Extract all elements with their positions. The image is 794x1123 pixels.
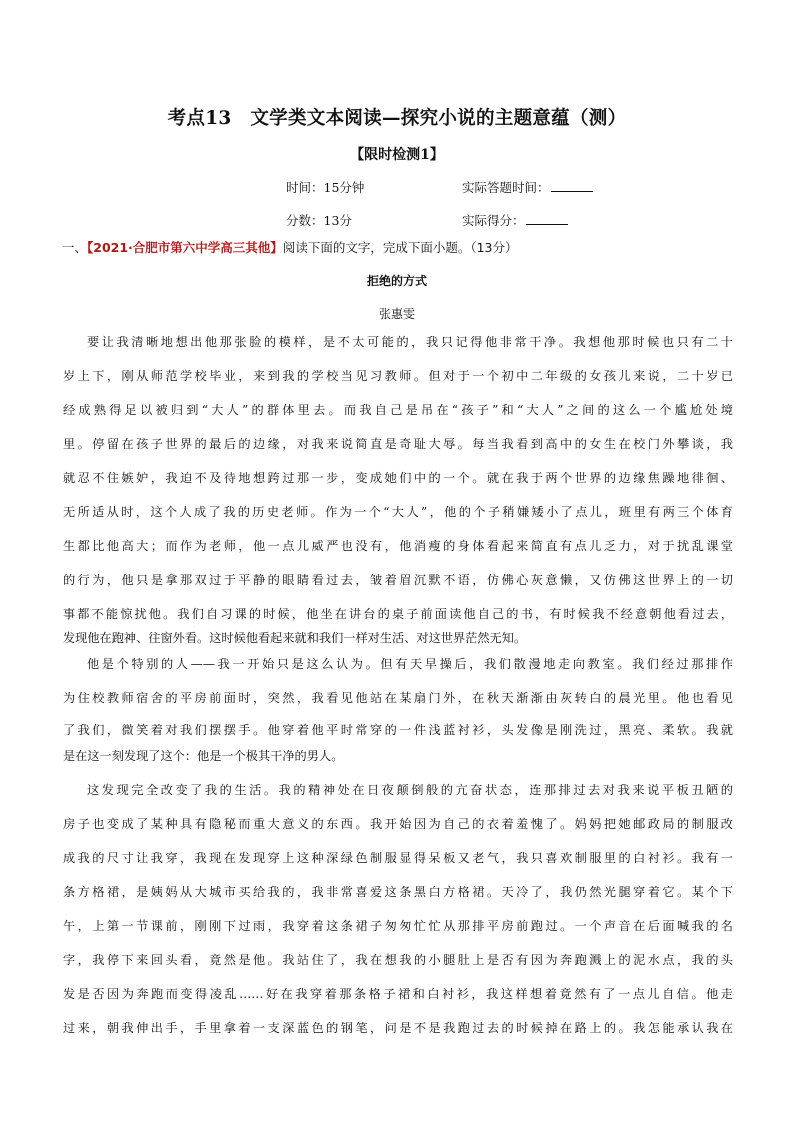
text-line: 条方格裙，是姨妈从大城市买给我的，我非常喜爱这条黑白方格裙。天冷了，我仍然光腿穿着它。某个下 — [63, 885, 733, 899]
story-title: 拒绝的方式 — [366, 274, 427, 288]
actual-time-blank — [551, 181, 593, 192]
question-instruction: 阅读下面的文字，完成下面小题。（13分） — [282, 240, 518, 255]
page-title: 考点13 文学类文本阅读—探究小说的主题意蕴（测） — [167, 108, 627, 129]
text-line: 过来，朝我伸出手，手里拿着一支深蓝色的钢笔，问是不是我跑过去的时候掉在路上的。我怎能承认我在 — [63, 1021, 733, 1035]
text-line: 午，上第一节课前，刚刚下过雨，我穿着这条裙子匆匆忙忙从那排平房前跑过。一个声音在后面喊我的名 — [63, 919, 733, 933]
question-source: 【2021·合肥市第六中学高三其他】 — [87, 240, 283, 255]
text-line: 的行为，他只是拿那双过于平静的眼睛看过去，皱着眉沉默不语，仿佛心灰意懒，又仿佛这世界上的一切 — [63, 573, 733, 587]
text-line: 经成熟得足以被归到“大人”的群体里去。而我自己是吊在“孩子”和“大人”之间的这么一个尴尬处境 — [63, 403, 733, 417]
text-line: 生都比他高大；而作为老师，他一点儿威严也没有，他消瘦的身体看起来简直有点儿乏力，对于扰乱课堂 — [63, 539, 733, 553]
text-line: 就忍不住嫉妒，我迫不及待地想跨过那一步，变成她们中的一个。就在我于两个世界的边缘焦躁地徘徊、 — [63, 471, 733, 485]
actual-score-blank — [526, 214, 568, 225]
actual-time-label: 实际答题时间： — [462, 180, 550, 195]
text-line: 要让我清晰地想出他那张脸的模样，是不太可能的，我只记得他非常干净。我想他那时候也只有二十 — [87, 335, 733, 349]
total-score: 分数：13分 — [286, 213, 352, 228]
text-line: 他是个特别的人——我一开始只是这么认为。但有天早操后，我们散漫地走向教室。我们经过那排作 — [87, 657, 733, 671]
text-line: 为住校教师宿舍的平房前面时，突然，我看见他站在某扇门外，在秋天渐渐由灰转白的晨光里。他也看见 — [63, 691, 733, 705]
actual-score-field — [462, 211, 568, 229]
time-limit: 时间：15分钟 — [286, 180, 365, 195]
text-line: 里。停留在孩子世界的最后的边缘，对我来说简直是奇耻大辱。每当我看到高中的女生在校门外攀谈，我 — [63, 437, 733, 451]
text-line: 成我的尺寸让我穿，我现在发现穿上这种深绿色制服显得呆板又老气，我只喜欢制服里的白衬衫。我有一 — [63, 851, 733, 865]
actual-score-label: 实际得分： — [462, 213, 525, 228]
text-line: 发现他在跑神、往窗外看。这时候他看起来就和我们一样对生活、对这世界茫然无知。 — [63, 631, 527, 645]
text-line: 了我们，微笑着对我们摆摆手。他穿着他平时常穿的一件浅蓝衬衫，头发像是刚洗过，黑亮、柔软。我就 — [63, 723, 733, 737]
story-author: 张惠雯 — [378, 307, 415, 321]
text-line: 是在这一刻发现了这个：他是一个极其干净的男人。 — [63, 749, 344, 763]
text-line: 发是否因为奔跑而变得凌乱……好在我穿着那条格子裙和白衬衫，我这样想着竟然有了一点儿自信。他走 — [63, 987, 733, 1001]
text-line: 无所适从时，这个人成了我的历史老师。作为一个“大人”，他的个子稍嫌矮小了点儿，班里有两三个体育 — [63, 505, 733, 519]
text-line: 字，我停下来回头看，竟然是他。我站住了，我在想我的小腿肚上是否有因为奔跑溅上的泥水点，我的头 — [63, 953, 733, 967]
text-line: 岁上下，刚从师范学校毕业，来到我的学校当见习教师。但对于一个初中二年级的女孩儿来说，二十岁已 — [63, 369, 733, 383]
actual-time-field — [462, 178, 593, 196]
text-line: 事都不能惊扰他。我们自习课的时候，他坐在讲台的桌子前面读他自己的书，有时候我不经意朝他看过去， — [63, 607, 733, 621]
test-section-label: 【限时检测1】 — [350, 147, 444, 163]
question-header — [62, 238, 517, 256]
question-number: 一、 — [62, 240, 88, 255]
text-line: 房子也变成了某种具有隐秘而重大意义的东西。我开始因为自己的衣着羞愧了。妈妈把她邮政局的制服改 — [63, 817, 733, 831]
text-line: 这发现完全改变了我的生活。我的精神处在日夜颠倒般的亢奋状态，连那排过去对我来说平板丑陋的 — [87, 783, 733, 797]
